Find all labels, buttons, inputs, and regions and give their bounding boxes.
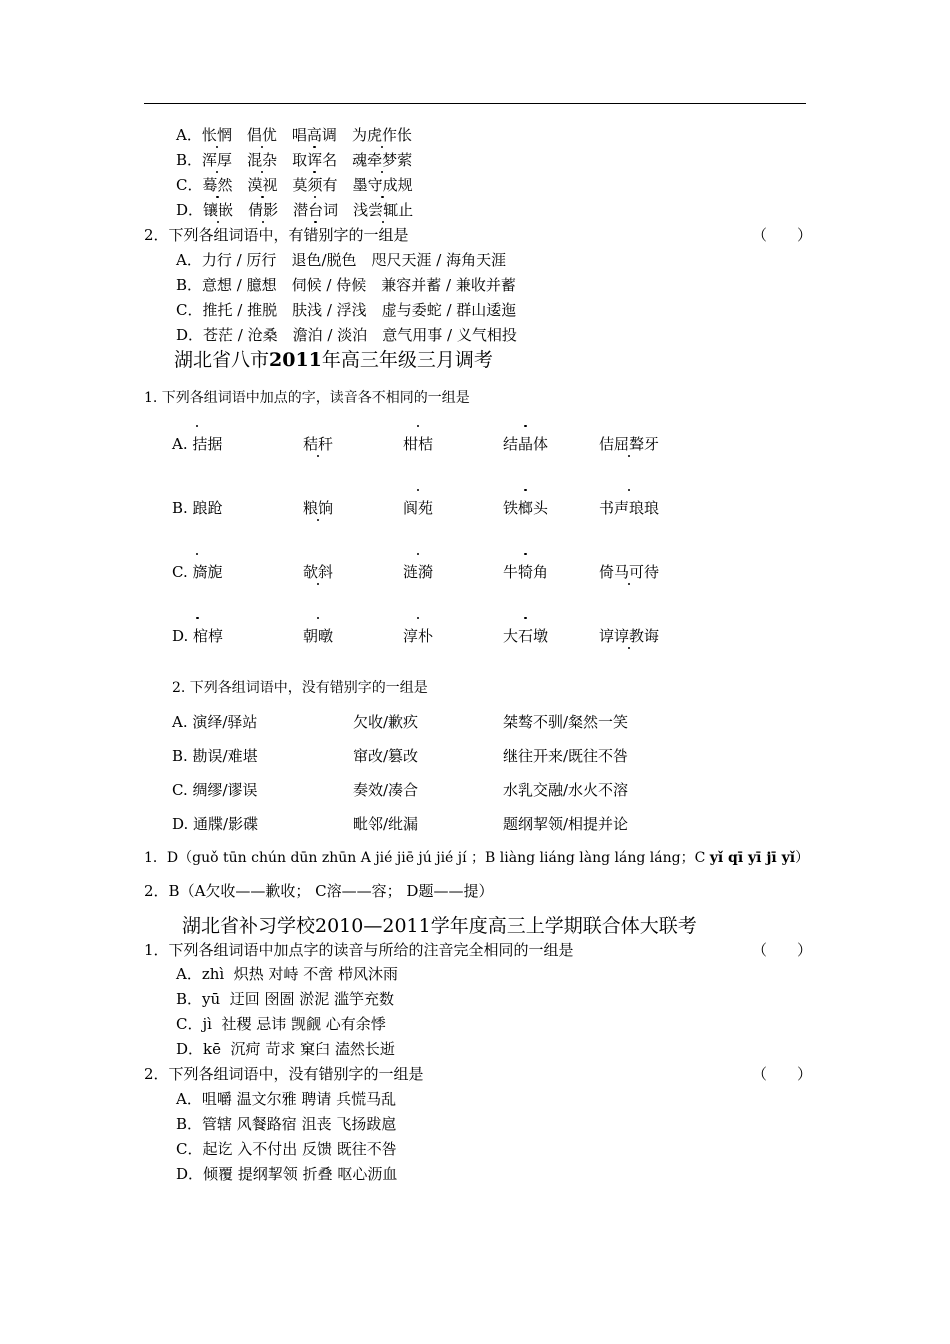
s2-row-c-col4: 牛犄角 [503,563,549,581]
s2-q2-a-col3: 桀骜不驯/粲然一笑 [503,713,629,731]
s3-q2-option-c: C．起讫 入不付出 反馈 既往不咎 [176,1140,397,1158]
s3-q2-option-d: D．倾覆 提纲挈领 折叠 呕心沥血 [176,1165,398,1183]
s2-q2-a-col2: 欠收/歉疚 [353,713,419,731]
s2-q2-d-col2: 毗邻/纰漏 [353,815,419,833]
s2-row-d-col4: 大石墩 [503,627,549,645]
s2-q2-c-col2: 奏效/凑合 [353,781,419,799]
s2-row-c-col3: 涟漪 [403,563,434,581]
s2-row-a-col2: 秸秆 [303,435,334,453]
s3-q2-option-a: A．咀嚼 温文尔雅 聘请 兵慌马乱 [176,1090,397,1108]
s1-q2-option-b: B．意想 / 臆想 伺候 / 侍候 兼容并蓄 / 兼收并蓄 [176,276,516,294]
s2-q2-b-col1: B. 勘误/难堪 [172,747,258,765]
s1-q2-option-a: A．力行 / 厉行 退色/脱色 咫尺天涯 / 海角天涯 [176,251,507,269]
s2-row-d-col1: D. 棺椁 [172,627,224,645]
s2-row-c-col2: 欹斜 [303,563,334,581]
s2-row-d-col5: 谆谆教诲 [599,627,660,645]
section-3-title: 湖北省补习学校2010—2011学年度高三上学期联合体大联考 [182,915,697,937]
s1-answer-paren: （ ） [752,226,813,244]
s3-q2-option-b: B．管辖 风餐路宿 沮丧 飞扬跋扈 [176,1115,397,1133]
s2-row-b-col1: B. 踉跄 [172,499,223,517]
s1-q2-option-d: D．苍茫 / 沧桑 澹泊 / 淡泊 意气用事 / 义气相投 [176,326,517,344]
s3-q1-option-d: D．kē 沉疴 苛求 窠臼 溘然长逝 [176,1040,395,1058]
s2-question-1: 1. 下列各组词语中加点的字，读音各不相同的一组是 [144,390,470,406]
s2-row-b-col2: 粮饷 [303,499,334,517]
s3-q1-option-c: C．jì 社稷 忌讳 觊觎 心有余悸 [176,1015,386,1033]
s3-question-2: 2．下列各组词语中，没有错别字的一组是 [144,1065,424,1083]
s2-q2-c-col3: 水乳交融/水火不溶 [503,781,629,799]
s1-option-c: C．蓦然 漠视 莫须有 墨守成规 [176,176,413,194]
s2-row-a-col4: 结晶体 [503,435,549,453]
s1-q2-option-c: C．推托 / 推脱 肤浅 / 浮浅 虚与委蛇 / 群山逶迤 [176,301,517,319]
s2-row-c-col5: 倚马可待 [599,563,660,581]
s1-option-a: A．怅惘 倡优 唱高调 为虎作伥 [176,126,412,144]
s2-row-a-col1: A. 拮据 [172,435,223,453]
s2-q2-b-col2: 窜改/篡改 [353,747,419,765]
s3-q1-option-a: A．zhì 炽热 对峙 不啻 栉风沐雨 [176,965,399,983]
s2-row-d-col2: 朝暾 [303,627,334,645]
s3-answer-paren-1: （ ） [752,941,813,959]
s2-row-a-col5: 佶屈聱牙 [599,435,660,453]
s3-answer-paren-2: （ ） [752,1065,813,1083]
s1-option-b: B．浑厚 混杂 取诨名 魂牵梦萦 [176,151,413,169]
s2-q2-b-col3: 继往开来/既往不咎 [503,747,629,765]
s2-q2-d-col3: 题纲挈领/相提并论 [503,815,629,833]
section-2-title: 湖北省八市2011年高三年级三月调考 [174,349,493,371]
s2-row-b-col3: 阆苑 [403,499,434,517]
s2-q2-a-col1: A. 演绎/驿站 [172,713,258,731]
s2-row-b-col4: 铁榔头 [503,499,549,517]
s2-row-d-col3: 淳朴 [403,627,434,645]
s1-option-d: D．镶嵌 倩影 潜台词 浅尝辄止 [176,201,414,219]
s3-question-1: 1．下列各组词语中加点字的读音与所给的注音完全相同的一组是 [144,941,574,959]
s2-q2-d-col1: D. 通牒/影碟 [172,815,259,833]
s2-q2-c-col1: C. 绸缪/谬误 [172,781,258,799]
s3-q1-option-b: B．yū 迂回 囹圄 淤泥 滥竽充数 [176,990,395,1008]
s2-question-2: 2. 下列各组词语中，没有错别字的一组是 [172,680,428,696]
s2-row-b-col5: 书声琅琅 [599,499,660,517]
s2-answer-1: 1．D（guǒ tūn chún dūn zhūn A jié jiē jú jié jí ；B liàng liáng làng láng láng；C yǐ qī yī jī yǐ） [144,850,810,866]
s1-question-2: 2．下列各组词语中，有错别字的一组是 [144,226,409,244]
s2-answer-2: 2．B（A欠收——歉收； C溶——容； D题——提） [144,882,494,900]
header-rule [144,103,806,104]
s2-row-a-col3: 柑桔 [403,435,434,453]
s2-row-c-col1: C. 旖旎 [172,563,223,581]
